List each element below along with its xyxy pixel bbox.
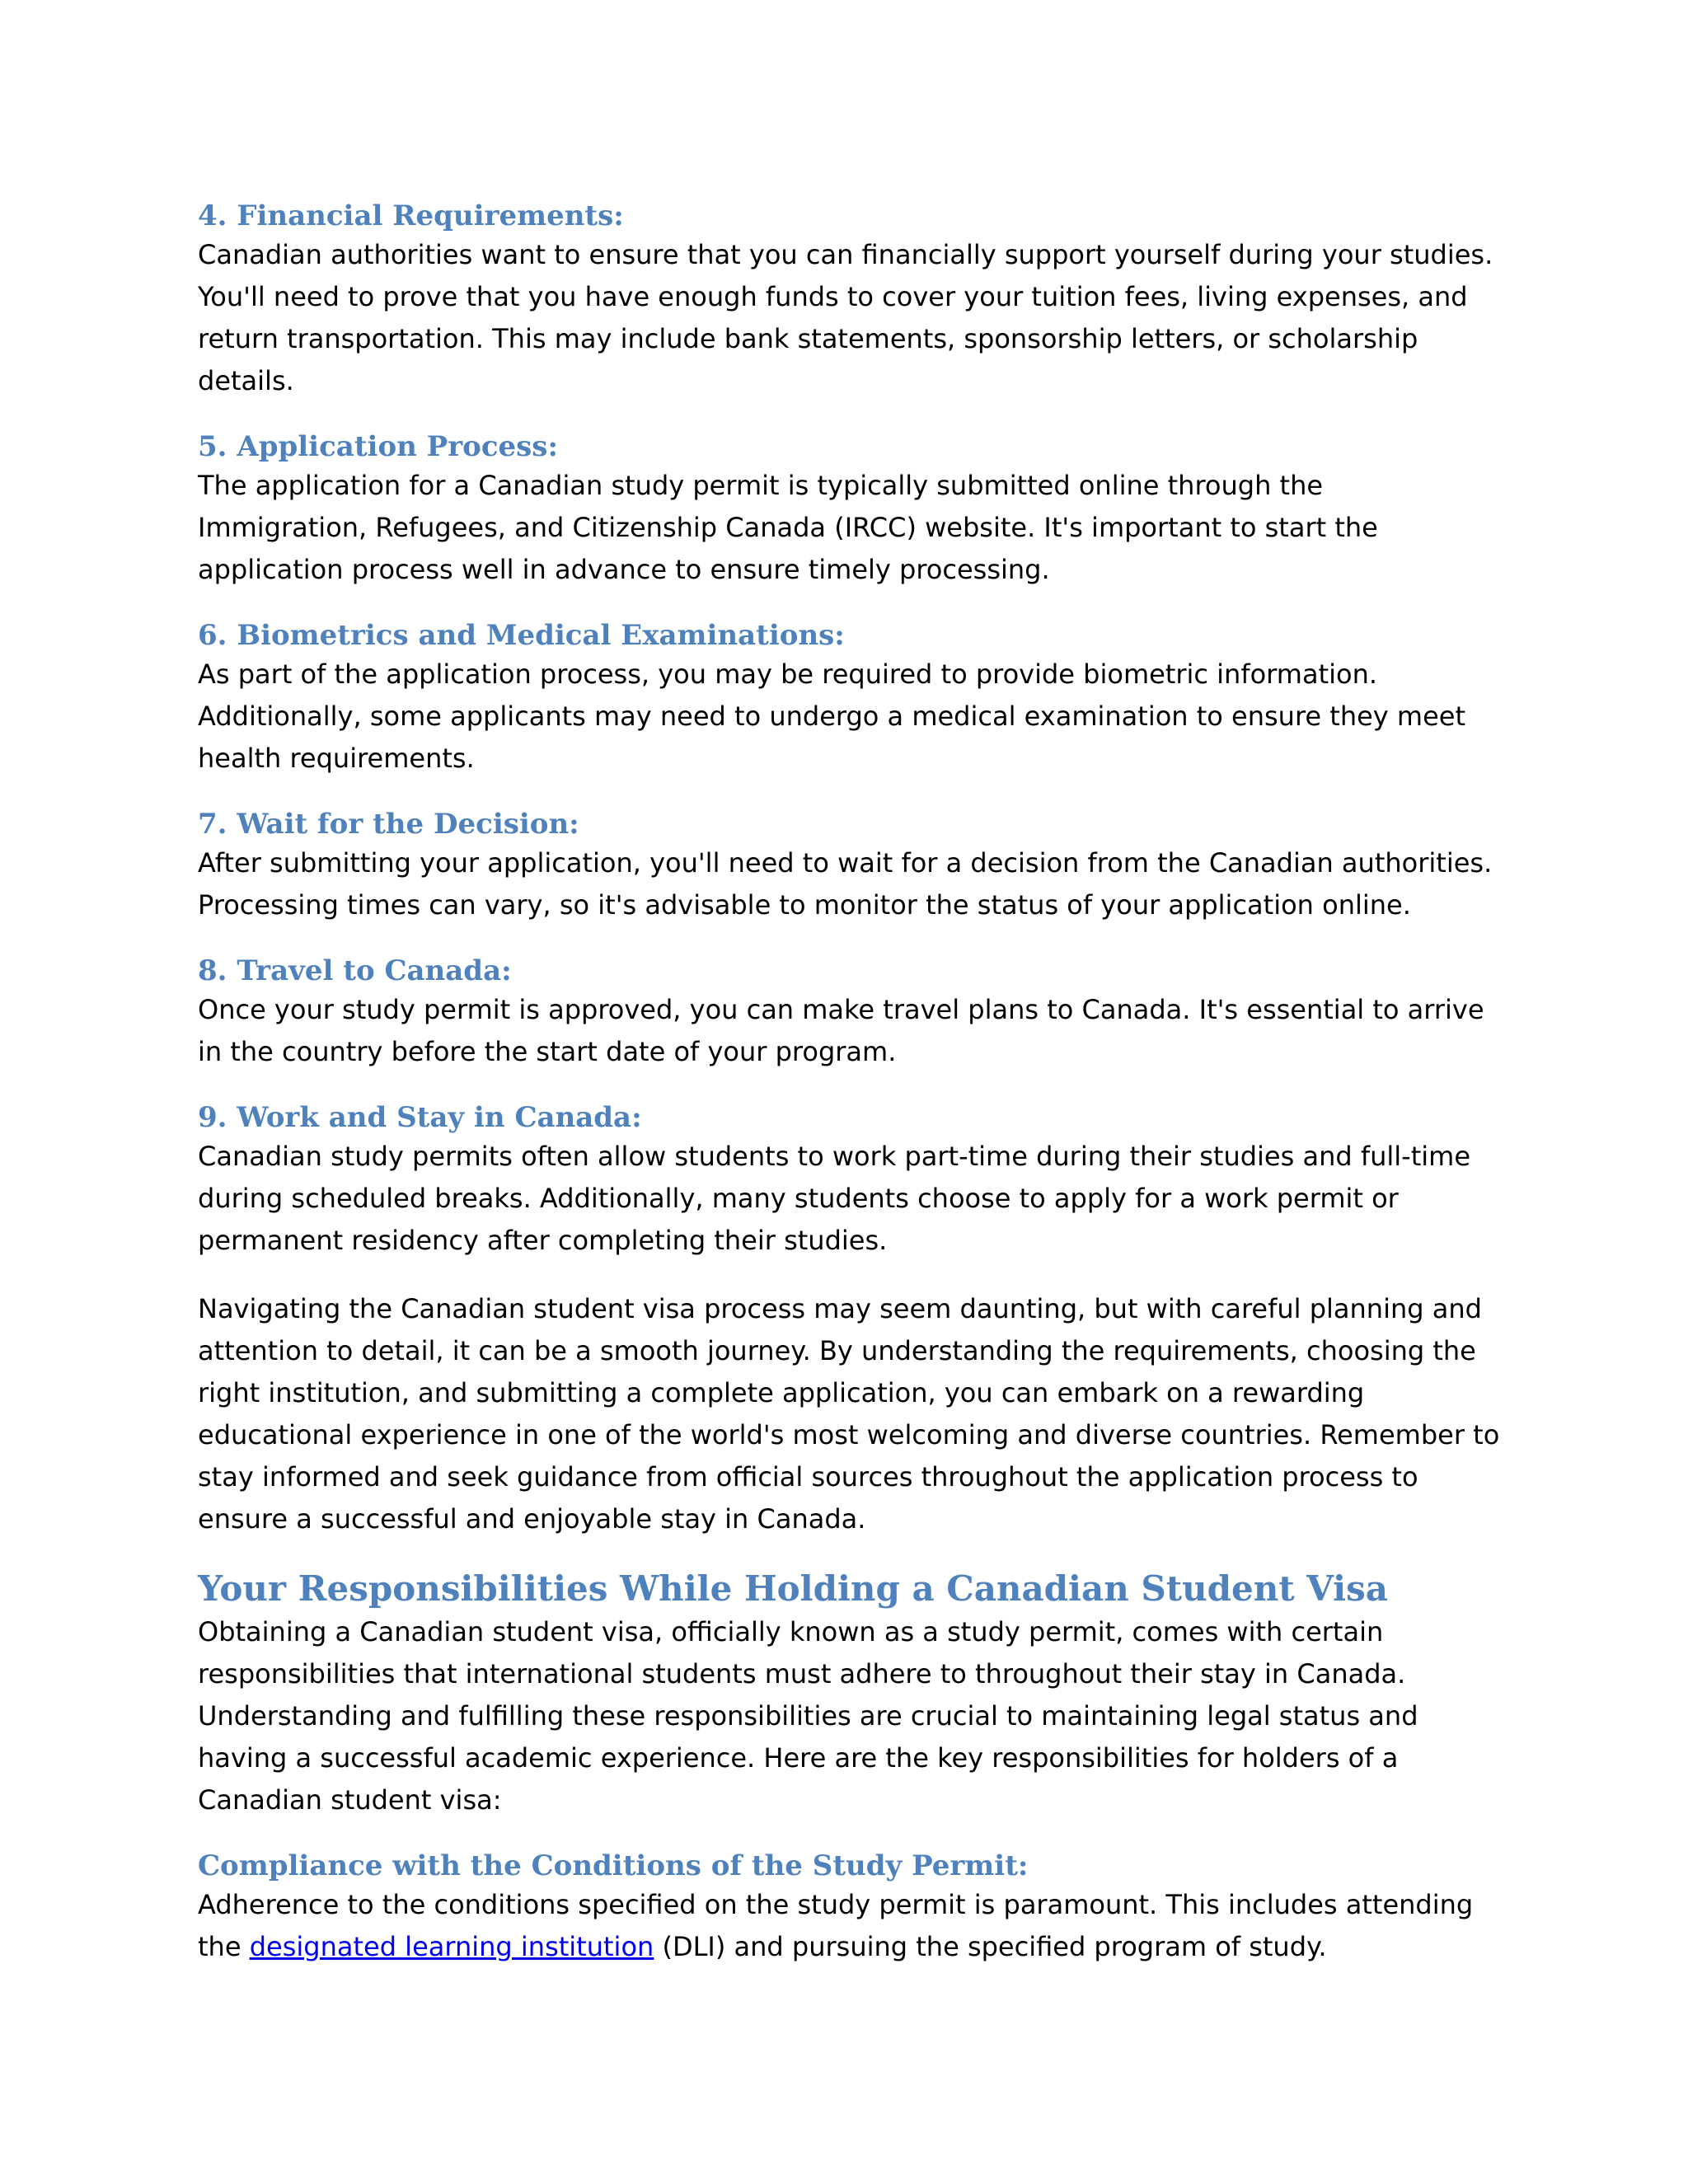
section-body: After submitting your application, you'll need to wait for a decision from the Canadian authorities. Processing times can vary, so it's advisable to monitor the status of your application online. — [198, 847, 1493, 921]
responsibilities-title: Your Responsibilities While Holding a Canadian Student Visa — [198, 1568, 1388, 1609]
section-travel-to-canada — [198, 953, 1500, 1073]
compliance-section — [198, 1848, 1500, 1968]
section-heading: 5. Application Process: — [198, 430, 559, 463]
compliance-body-start: Adherence to the conditions specified on the study permit is paramount. This includes attending the — [198, 1889, 1474, 1962]
section-body: As part of the application process, you may be required to provide biometric information. Additionally, some applicants may need to undergo a medical examination to ensure they meet health requirements. — [198, 658, 1465, 774]
section-heading: 4. Financial Requirements: — [198, 199, 624, 232]
responsibilities-section — [198, 1567, 1500, 1821]
section-body: Canadian authorities want to ensure that you can financially support yourself during your studies. You'll need to prove that you have enough funds to cover your tuition fees, living expenses, and return transportation. This may include bank statements, sponsorship letters, or scholarship details. — [198, 239, 1493, 396]
section-financial-requirements — [198, 198, 1500, 402]
section-heading: 9. Work and Stay in Canada: — [198, 1101, 642, 1134]
responsibilities-intro: Obtaining a Canadian student visa, officially known as a study permit, comes with certain responsibilities that international students must adhere to throughout their stay in Canada. Understanding and fulfilling these responsibilities are crucial to maintaining legal status and having a successful academic experience. Here are the key responsibilities for holders of a Canadian student visa: — [198, 1616, 1418, 1816]
conclusion-paragraph: Navigating the Canadian student visa process may seem daunting, but with careful planning and attention to detail, it can be a smooth journey. By understanding the requirements, choosing the right institution, and submitting a complete application, you can embark on a rewarding educational experience in one of the world's most welcoming and diverse countries. Remember to stay informed and seek guidance from official sources throughout the application process to ensure a successful and enjoyable stay in Canada. — [198, 1293, 1500, 1535]
section-application-process — [198, 429, 1500, 591]
section-biometrics-medical — [198, 617, 1500, 780]
section-body: Once your study permit is approved, you can make travel plans to Canada. It's essential to arrive in the country before the start date of your program. — [198, 994, 1484, 1067]
section-heading: 7. Wait for the Decision: — [198, 808, 579, 841]
section-heading: 6. Biometrics and Medical Examinations: — [198, 619, 845, 652]
section-work-and-stay — [198, 1099, 1500, 1262]
section-wait-for-decision — [198, 806, 1500, 926]
section-body: The application for a Canadian study permit is typically submitted online through the Immigration, Refugees, and Citizenship Canada (IRCC) website. It's important to start the application process well in advance to ensure timely processing. — [198, 470, 1378, 585]
compliance-heading: Compliance with the Conditions of the Study Permit: — [198, 1849, 1029, 1882]
conclusion-paragraph-block — [198, 1288, 1500, 1540]
section-body: Canadian study permits often allow students to work part-time during their studies and full-time during scheduled breaks. Additionally, many students choose to apply for a work permit or permanent residency after completing their studies. — [198, 1141, 1470, 1256]
dli-link[interactable]: designated learning institution — [249, 1931, 654, 1962]
compliance-body-end: (DLI) and pursuing the specified program of study. — [654, 1931, 1327, 1962]
document-page — [198, 198, 1500, 1994]
compliance-body — [198, 1884, 1500, 1968]
section-heading: 8. Travel to Canada: — [198, 954, 512, 987]
